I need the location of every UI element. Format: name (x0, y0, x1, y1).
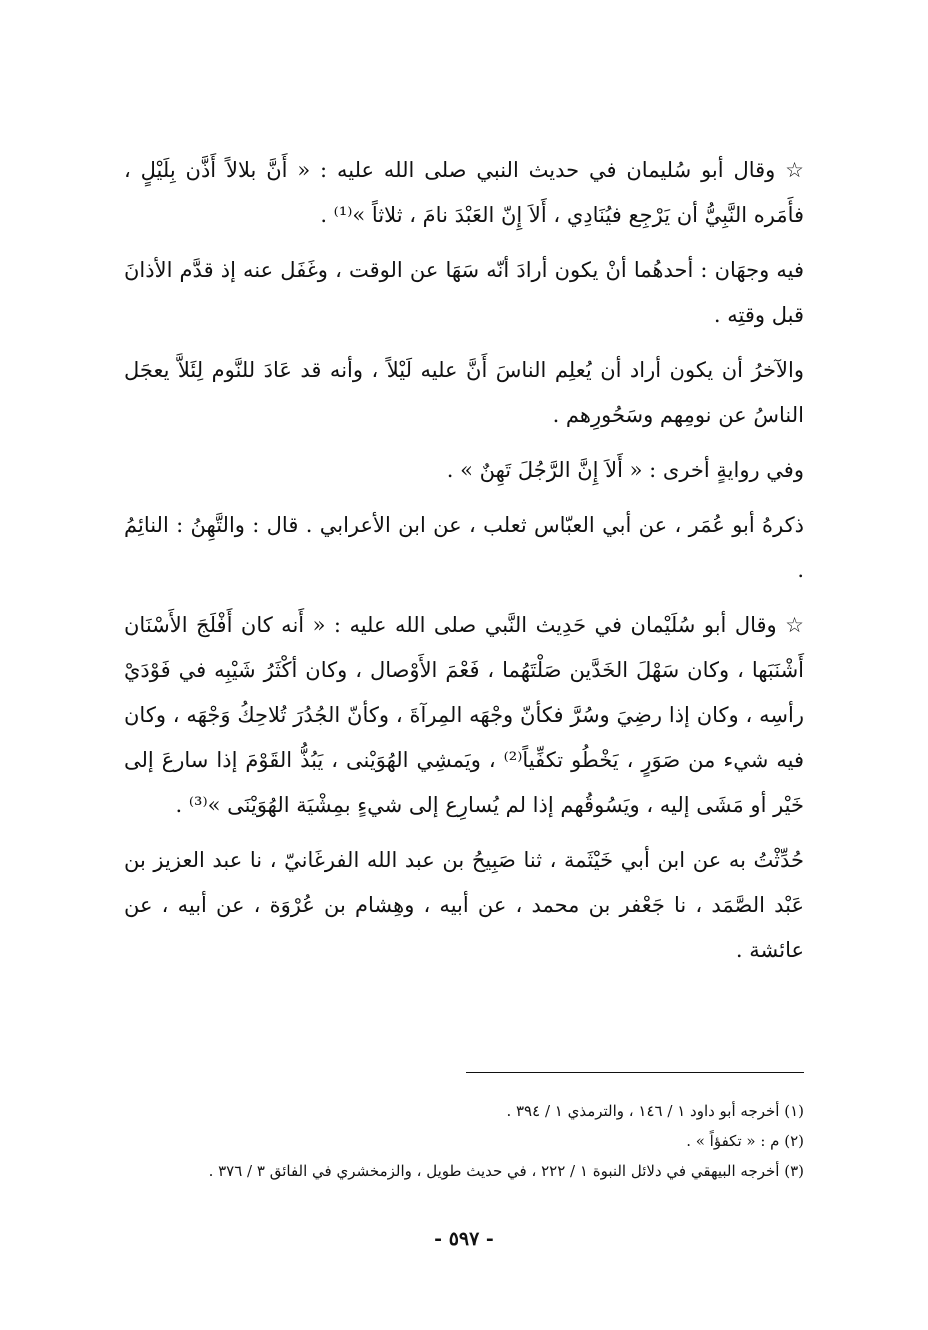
main-text (124, 148, 804, 983)
paragraph-4: وفي روايةٍ أخرى : « أَلاَ إِنَّ الرَّجُلَ تَهِنٌ » . (446, 458, 804, 482)
footnotes (124, 1096, 804, 1186)
paragraph-6: ☆ وقال أبو سُلَيْمان في حَدِيث النَّبي صلى الله عليه : « أَنه كان أَفْلَجَ الأَسْنَان أَشْنَبَها ، وكان سَهْلَ الخَدَّين صَلْتَهُما ، فَعْمَ الأَوْصال ، وكان أكْثَرُ شَيْبِه في فَوْدَيْ رأسِه ، وكان إذا رضِيَ وسُرَّ فكأنّ وجْهَه المِرآةَ ، وكأنّ الجُدُرَ تُلاحِكُ وَجْهَه ، وكان فيه شيء من صَوَرٍ ، يَخْطُو تكفِّياً⁽²⁾ ، ويَمشِي الهُوَيْنى ، يَبُذُّ القَوْمَ إذا سارعَ إلى خَيْر أو مَشَى إليه ، ويَسُوقُهم إذا لم يُسارِع إلى شيءٍ بمِشْيَة الهُوَيْنَى »⁽³⁾ . (124, 613, 804, 817)
paragraph-7: حُدِّثْتُ به عن ابن أبي خَيْثَمة ، ثنا صَبِيحُ بن عبد الله الفرغَانيّ ، نا عبد العزيز بن عَبْد الصَّمَد ، نا جَعْفر بن محمد ، عن أبيه ، وهِشام بن عُرْوَة ، عن أبيه ، عن عائشة . (124, 848, 804, 962)
page-number: - ٥٩٧ - (434, 1228, 494, 1250)
footnote-3: (٣) أخرجه البيهقي في دلائل النبوة ١ / ٢٢٢ ، في حديث طويل ، والزمخشري في الفائق ٣ / ٣٧٦ . (208, 1162, 804, 1180)
paragraph-1: ☆ وقال أبو سُليمان في حديث النبي صلى الله عليه : « أَنَّ بلالاً أَذَّن بِلَيْلٍ ، فأَمَره النَّبِيُّ أن يَرْجِع فيُنَادِي ، أَلاَ إِنّ العَبْدَ نامَ ، ثلاثاً »⁽¹⁾ . (124, 158, 804, 227)
footnote-2: (٢) م : « تكفؤاً » . (686, 1132, 804, 1150)
paragraph-2: فيه وجهَان : أحدهُما أنْ يكون أرادَ أنّه سَهَا عن الوقت ، وغَفَل عنه إذ قدَّم الأذانَ قبل وقتِه . (124, 258, 804, 327)
footnote-1: (١) أخرجه أبو داود ١ / ١٤٦ ، والترمذي ١ / ٣٩٤ . (506, 1102, 804, 1120)
paragraph-5: ذكرهُ أبو عُمَر ، عن أبي العبّاس ثعلب ، عن ابن الأعرابي . قال : والتَّهِنُ : النائِمُ . (124, 513, 804, 582)
paragraph-3: والآخرُ أن يكون أراد أن يُعلِم الناسَ أَنَّ عليه لَيْلاً ، وأنه قد عَادَ للنَّوم لِئَلاَّ يعجَل الناسُ عن نومِهم وسَحُورِهم . (124, 358, 804, 427)
footnote-divider (466, 1072, 804, 1073)
